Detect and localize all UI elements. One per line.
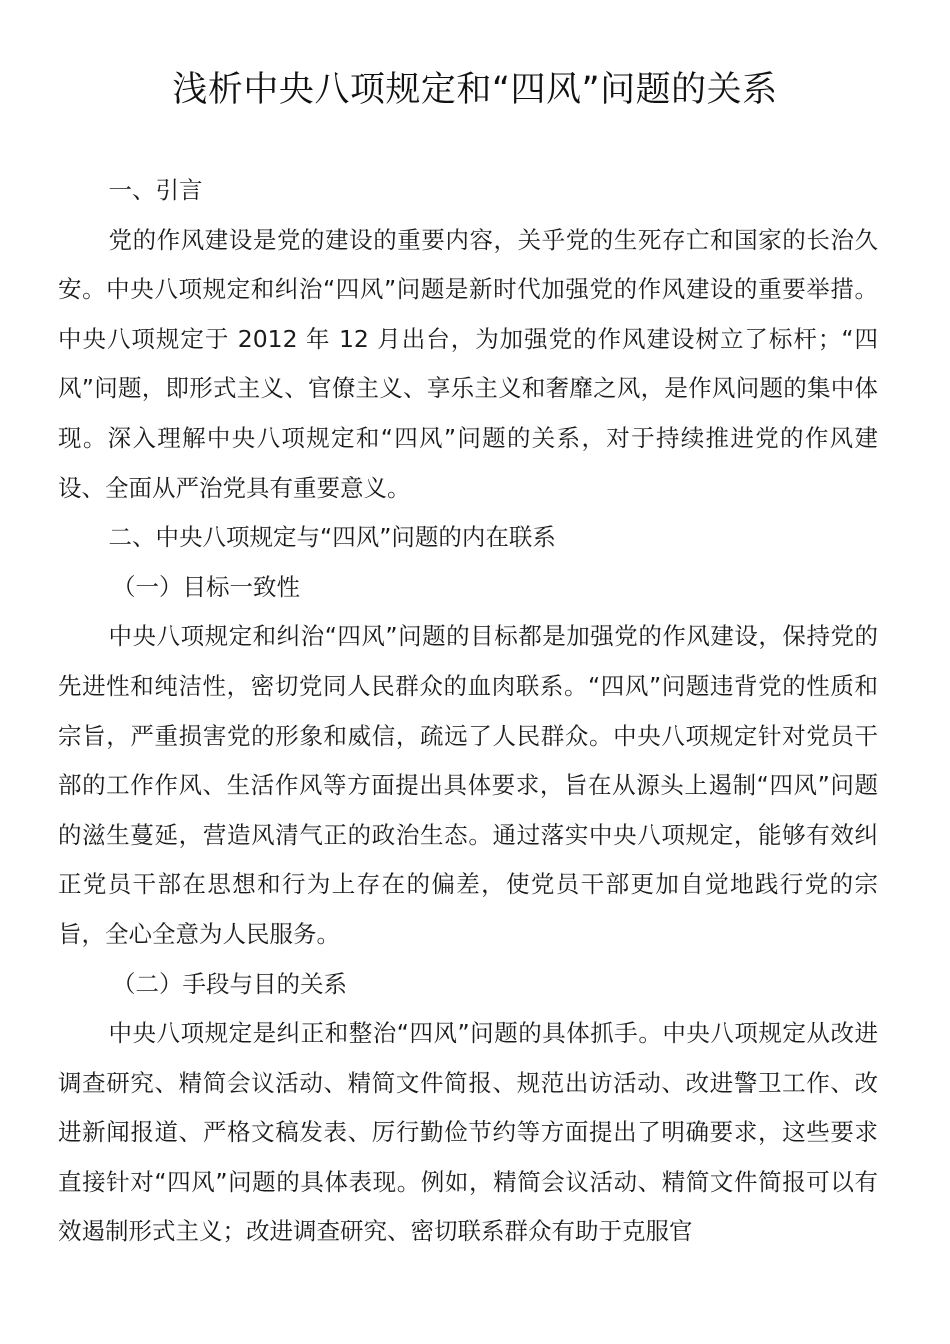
paragraph-means: 中央八项规定是纠正和整治“四风”问题的具体抓手。中央八项规定从改进调查研究、精简会议活动、精简文件简报、规范出访活动、改进警卫工作、改进新闻报道、严格文稿发表、厉行勤俭节约等方面提出了明确要求，这些要求直接针对“四风”问题的具体表现。例如，精简会议活动、精简文件简报可以有效遏制形式主义；改进调查研究、密切联系群众有助于克服官	[58, 1019, 878, 1246]
section-heading-intro: 一、引言	[108, 176, 203, 204]
paragraph-goal: 中央八项规定和纠治“四风”问题的目标都是加强党的作风建设，保持党的先进性和纯洁性，密切党同人民群众的血肉联系。“四风”问题违背党的性质和宗旨，严重损害党的形象和威信，疏远了人民群众。中央八项规定针对党员干部的工作作风、生活作风等方面提出具体要求，旨在从源头上遏制“四风”问题的滋生蔓延，营造风清气正的政治生态。通过落实中央八项规定，能够有效纠正党员干部在思想和行为上存在的偏差，使党员干部更加自觉地践行党的宗旨，全心全意为人民服务。	[58, 622, 878, 948]
document-body	[58, 166, 878, 1257]
paragraph-intro: 党的作风建设是党的建设的重要内容，关乎党的生死存亡和国家的长治久安。中央八项规定和纠治“四风”问题是新时代加强党的作风建设的重要举措。中央八项规定于 2012 年 12 月出台，为加强党的作风建设树立了标杆；“四风”问题，即形式主义、官僚主义、享乐主义和奢靡之风，是作风问题的集中体现。深入理解中央八项规定和“四风”问题的关系，对于持续推进党的作风建设、全面从严治党具有重要意义。	[58, 225, 878, 502]
document-title: 浅析中央八项规定和“四风”问题的关系	[172, 70, 778, 110]
subsection-heading-means: （二）手段与目的关系	[112, 969, 348, 998]
section-heading-link: 二、中央八项规定与“四风”问题的内在联系	[108, 523, 556, 552]
subsection-heading-goal: （一）目标一致性	[112, 572, 301, 601]
